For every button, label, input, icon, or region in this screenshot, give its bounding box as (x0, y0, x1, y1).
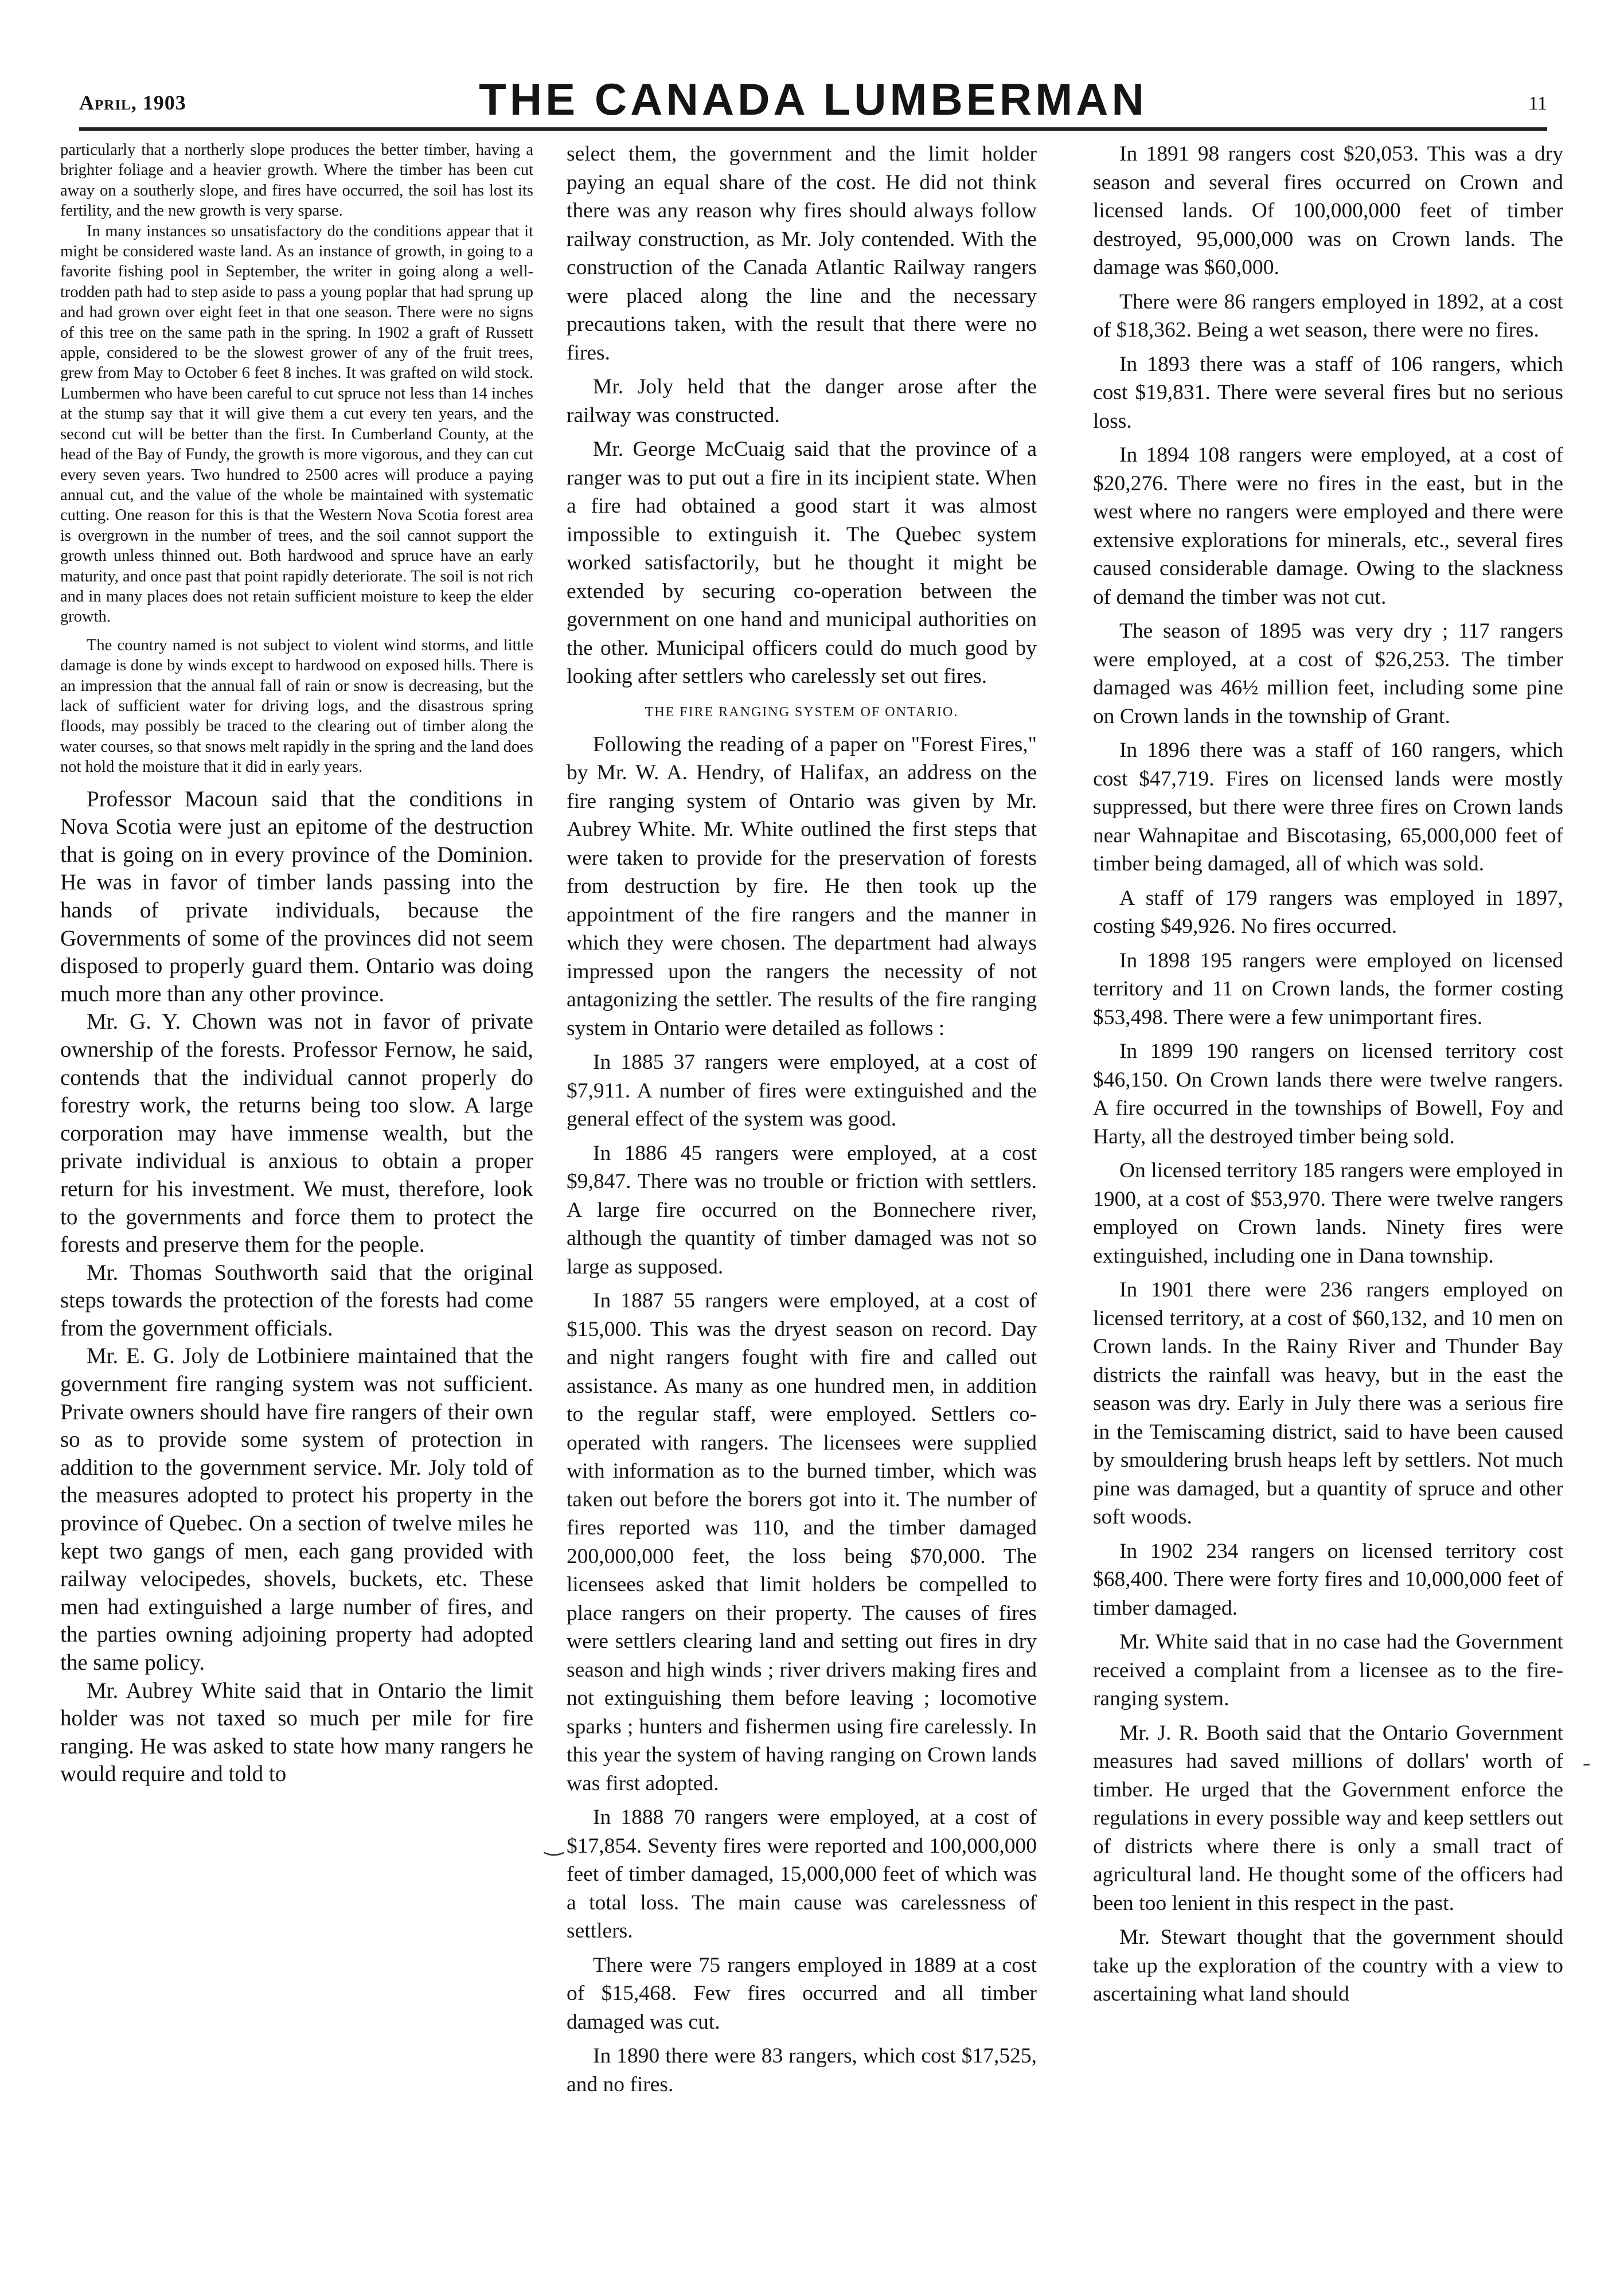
issue-date: April, 1903 (79, 91, 186, 114)
page-number: 11 (1528, 93, 1547, 114)
paragraph: In 1902 234 rangers on licensed territory cost $68,400. There were forty fires and 10,000,000 feet of timber damaged. (1093, 1539, 1563, 1620)
paragraph: The season of 1895 was very dry ; 117 rangers were employed, at a cost of $26,253. The timber damaged was 46½ million feet, including some pine on Crown lands in the township of Grant. (1093, 619, 1563, 728)
paragraph: There were 75 rangers employed in 1889 at a cost of $15,468. Few fires occurred and all timber damaged was cut. (567, 1953, 1037, 2034)
masthead-rule (79, 127, 1547, 131)
paragraph: A staff of 179 rangers was employed in 1897, costing $49,926. No fires occurred. (1093, 886, 1563, 938)
paragraph: In 1891 98 rangers cost $20,053. This was a dry season and several fires occurred on Crown and licensed lands. Of 100,000,000 feet of timber destroyed, 95,000,000 was on Crown lands. The damage was $60,000. (1093, 142, 1563, 279)
section-subheading: THE FIRE RANGING SYSTEM OF ONTARIO. (645, 704, 959, 720)
paragraph: There were 86 rangers employed in 1892, at a cost of $18,362. Being a wet season, there were no fires. (1093, 290, 1563, 342)
margin-tick-mark: ‿ (545, 1830, 564, 1856)
paragraph: In 1896 there was a staff of 160 rangers, which cost $47,719. Fires on licensed lands were mostly suppressed, but there were three fires on Crown lands near Wahnapitae and Biscotasing, 65,000,000 feet of timber being damaged, all of which was sold. (1093, 739, 1563, 876)
paragraph: Professor Macoun said that the conditions in Nova Scotia were just an epitome of the destruction that is going on in every province of the Dominion. He was in favor of timber lands passing into the hands of private individuals, because the Governments of some of the provinces did not seem disposed to properly guard them. Ontario was doing much more than any other province. (60, 786, 533, 1006)
paragraph: In 1898 195 rangers were employed on licensed territory and 11 on Crown lands, the former costing $53,498. There were a few unimportant fires. (1093, 948, 1563, 1029)
small-type-section (60, 140, 533, 778)
paragraph: In 1893 there was a staff of 106 rangers, which cost $19,831. There were several fires but no serious loss. (1093, 352, 1563, 433)
paragraph: Mr. Thomas Southworth said that the original steps towards the protection of the forests had come from the government officials. (60, 1260, 533, 1341)
paragraph: Mr. J. R. Booth said that the Ontario Government measures had saved millions of dollars' worth of timber. He urged that the Government enforce the regulations in every possible way and keep settlers out of districts where there is only a small tract of agricultural land. He thought some of the officers had been too lenient in this respect in the past. (1093, 1721, 1563, 1915)
paragraph: particularly that a northerly slope produces the better timber, having a brighter foliage and a heavier growth. Where the timber has been cut away on a southerly slope, and fires have occurred, the soil has lost its fertility, and the new growth is very sparse. (60, 141, 533, 220)
paragraph: In 1887 55 rangers were employed, at a cost of $15,000. This was the dryest season on record. Day and night rangers fought with fire and called out assistance. As many as one hundred men, in addition to the regular staff, were employed. Settlers co-operated with rangers. The licensees were supplied with information as to the burned timber, which was taken out before the borers got into it. The number of fires reported was 110, and the timber damaged 200,000,000 feet, the loss being $70,000. The licensees asked that limit holders be compelled to place rangers on their property. The causes of fires were settlers clearing land and setting out fires in dry season and high winds ; river drivers making fires and not extinguishing them before leaving ; locomotive sparks ; hunters and fishermen using fire carelessly. In this year the system of having ranging on Crown lands was first adopted. (567, 1289, 1037, 1795)
margin-dash-mark: - (1583, 1749, 1591, 1775)
column-3 (1093, 140, 1563, 2237)
paragraph: In many instances so unsatisfactory do the conditions appear that it might be considered waste land. As an instance of growth, in going to a favorite fishing pool in September, the writer in going along a well-trodden path had to step aside to pass a young poplar that had sprung up and had grown over eight feet in that one season. There were no signs of this tree on the same path in the spring. In 1902 a graft of Russett apple, considered to be the slowest grower of any of the fruit trees, grew from May to October 6 feet 8 inches. It was grafted on wild stock. Lumbermen who have been careful to cut spruce not less than 14 inches at the stump say that it will give them a cut every ten years, and the second cut will be better than the first. In Cumberland County, at the head of the Bay of Fundy, the growth is more vigorous, and they can cut every seven years. Two hundred to 2500 acres will produce a paying annual cut, and the value of the whole be maintained with systematic cutting. One reason for this is that the Western Nova Scotia forest area is overgrown in the number of trees, and the soil cannot support the growth unless thinned out. Both hardwood and spruce have an early maturity, and once past that point rapidly deteriorate. The soil is not rich and in many places does not retain sufficient moisture to keep the elder growth. (60, 222, 533, 626)
paragraph: Mr. G. Y. Chown was not in favor of private ownership of the forests. Professor Fernow, he said, contends that the individual cannot properly do forestry work, the returns being too slow. A large corporation may have immense wealth, but the private individual is anxious to obtain a proper return for his investment. We must, therefore, look to the governments and force them to protect the forests and preserve them for the people. (60, 1009, 533, 1257)
paragraph: In 1899 190 rangers on licensed territory cost $46,150. On Crown lands there were twelve rangers. A fire occurred in the townships of Bowell, Foy and Harty, all the destroyed timber being sold. (1093, 1040, 1563, 1149)
column-1 (60, 140, 533, 2237)
paragraph: Following the reading of a paper on "Forest Fires," by Mr. W. A. Hendry, of Halifax, an address on the fire ranging system of Ontario was given by Mr. Aubrey White. Mr. White outlined the first steps that were taken to provide for the preservation of forests from destruction by fire. He then took up the appointment of the fire rangers and the manner in which they were chosen. The department had always impressed upon the rangers the necessity of not antagonizing the settler. The results of the fire ranging system in Ontario were detailed as follows : (567, 732, 1037, 1040)
masthead (79, 73, 1547, 128)
paragraph: In 1894 108 rangers were employed, at a cost of $20,276. There were no fires in the east, but in the west where no rangers were employed and there were extensive explorations for minerals, etc., several fires caused considerable damage. Owing to the slackness of demand the timber was not cut. (1093, 443, 1563, 609)
paragraph: In 1890 there were 83 rangers, which cost $17,525, and no fires. (567, 2044, 1037, 2096)
publication-title: THE CANADA LUMBERMAN (479, 74, 1147, 124)
paragraph: Mr. Stewart thought that the government should take up the exploration of the country with a view to ascertaining what land should (1093, 1925, 1563, 2006)
column-2 (567, 140, 1037, 2237)
paragraph: In 1901 there were 236 rangers employed on licensed territory, at a cost of $60,132, and 10 men on Crown lands. In the Rainy River and Thunder Bay districts the rainfall was heavy, but in the east the season was dry. Early in July there was a serious fire in the Temiscaming district, said to have been caused by smouldering brush heaps left by settlers. Not much pine was damaged, but a quantity of spruce and other soft woods. (1093, 1278, 1563, 1529)
paragraph: Mr. E. G. Joly de Lotbiniere maintained that the government fire ranging system was not sufficient. Private owners should have fire rangers of their own so as to provide some system of protection in addition to the government service. Mr. Joly told of the measures adopted to protect his property in the province of Quebec. On a section of twelve miles he kept two gangs of men, each gang provided with railway velocipedes, shovels, buckets, etc. These men had extinguished a large number of fires, and the parties owning adjoining property had adopted the same policy. (60, 1343, 533, 1675)
paragraph: In 1886 45 rangers were employed, at a cost $9,847. There was no trouble or friction with settlers. A large fire occurred on the Bonnechere river, although the quantity of timber damaged was not so large as supposed. (567, 1141, 1037, 1279)
paragraph: Mr. Joly held that the danger arose after the railway was constructed. (567, 375, 1037, 427)
paragraph: In 1885 37 rangers were employed, at a cost of $7,911. A number of fires were extinguished and the general effect of the system was good. (567, 1050, 1037, 1131)
paragraph: Mr. Aubrey White said that in Ontario the limit holder was not taxed so much per mile for fire ranging. He was asked to state how many rangers he would require and told to (60, 1678, 533, 1787)
large-type-section (60, 786, 533, 1788)
paragraph: select them, the government and the limit holder paying an equal share of the cost. He did not think there was any reason why fires should always follow railway construction, as Mr. Joly contended. With the construction of the Canada Atlantic Railway rangers were placed along the line and the necessary precautions taken, with the result that there were no fires. (567, 142, 1037, 365)
paragraph: Mr. White said that in no case had the Government received a complaint from a licensee as to the fire-ranging system. (1093, 1630, 1563, 1710)
paragraph: In 1888 70 rangers were employed, at a cost of $17,854. Seventy fires were reported and 100,000,000 feet of timber damaged, 15,000,000 feet of which was a total loss. The main cause was carelessness of settlers. (567, 1806, 1037, 1943)
paragraph: On licensed territory 185 rangers were employed in 1900, at a cost of $53,970. There were twelve rangers employed on Crown lands. Ninety fires were extinguished, including one in Dana township. (1093, 1159, 1563, 1268)
paragraph: The country named is not subject to violent wind storms, and little damage is done by winds except to hardwood on exposed hills. There is an impression that the annual fall of rain or snow is decreasing, but the lack of sufficient water for driving logs, and the disastrous spring floods, may possibly be traced to the clearing out of timber along the water courses, so that snows melt rapidly in the spring and the land does not hold the moisture that it did in early years. (60, 636, 533, 776)
paragraph: Mr. George McCuaig said that the province of a ranger was to put out a fire in its incipient state. When a fire had obtained a good start it was almost impossible to extinguish it. The Quebec system worked satisfactorily, but he thought it might be extended by securing co-operation between the government on one hand and municipal authorities on the other. Municipal officers could do much good by looking after settlers who carelessly set out fires. (567, 438, 1037, 688)
